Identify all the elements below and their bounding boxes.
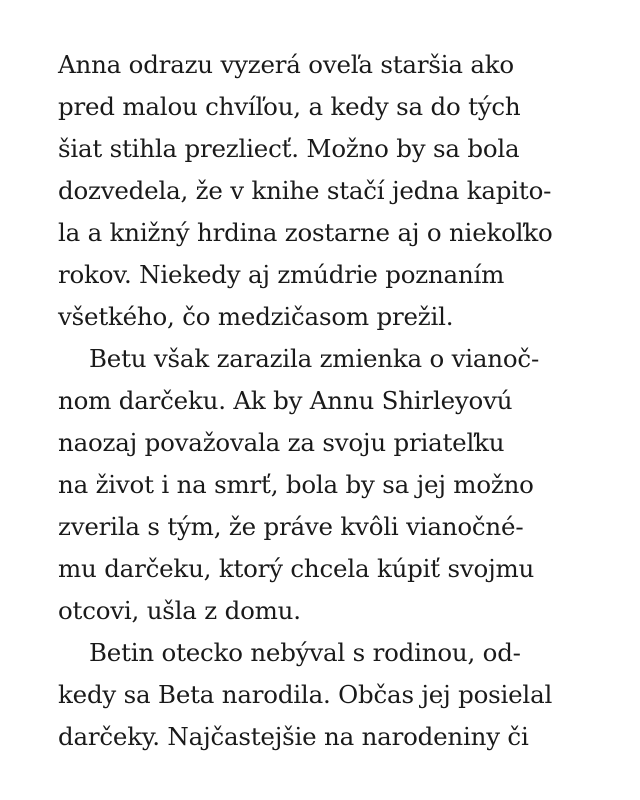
paragraph-1 bbox=[58, 44, 618, 338]
text-line: dozvedela, že v knihe stačí jedna kapito- bbox=[58, 176, 552, 205]
text-line: otcovi, ušla z domu. bbox=[58, 596, 301, 625]
text-line: Betin otecko nebýval s rodinou, od- bbox=[89, 638, 521, 667]
paragraph-2 bbox=[58, 338, 618, 632]
text-line: šiat stihla prezliecť. Možno by sa bola bbox=[58, 134, 520, 163]
paragraph-3 bbox=[58, 632, 618, 758]
text-line: nom darčeku. Ak by Annu Shirleyovú bbox=[58, 386, 513, 415]
text-line: mu darčeku, ktorý chcela kúpiť svojmu bbox=[58, 554, 535, 583]
text-line: kedy sa Beta narodila. Občas jej posielal bbox=[58, 680, 553, 709]
text-line: Anna odrazu vyzerá oveľa staršia ako bbox=[58, 50, 514, 79]
text-line: na život i na smrť, bola by sa jej možno bbox=[58, 470, 534, 499]
text-line: la a knižný hrdina zostarne aj o niekoľko bbox=[58, 218, 553, 247]
text-line: pred malou chvíľou, a kedy sa do tých bbox=[58, 92, 521, 121]
text-line: všetkého, čo medzičasom prežil. bbox=[58, 302, 454, 331]
page-text bbox=[58, 44, 618, 758]
text-line: Betu však zarazila zmienka o vianoč- bbox=[89, 344, 540, 373]
text-line: zverila s tým, že práve kvôli vianočné- bbox=[58, 512, 524, 541]
text-line: darčeky. Najčastejšie na narodeniny či bbox=[58, 722, 529, 751]
text-line: naozaj považovala za svoju priateľku bbox=[58, 428, 505, 457]
text-line: rokov. Niekedy aj zmúdrie poznaním bbox=[58, 260, 505, 289]
